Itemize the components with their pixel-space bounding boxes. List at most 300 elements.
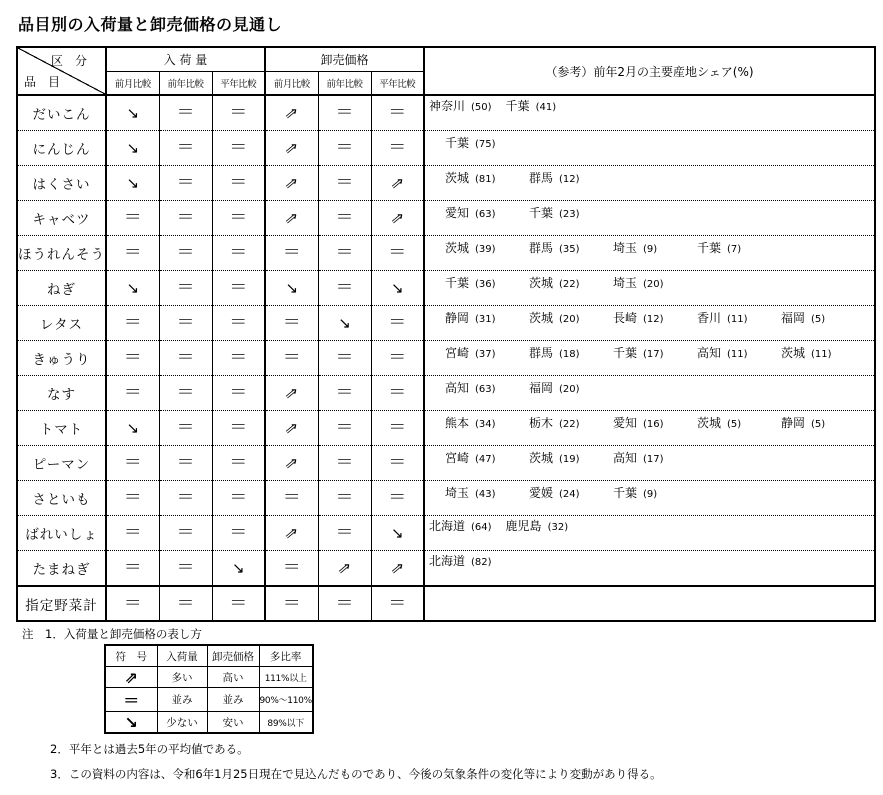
note-3: 3．この資料の内容は、令和6年1月25日現在で見込んだものであり、今後の気象条件の変化等により変動があり得る。 (50, 767, 662, 781)
trend-same-icon (318, 271, 371, 306)
up-symbol: ⇗ (283, 139, 301, 157)
down-symbol: ↘ (126, 419, 140, 437)
table-row (17, 131, 875, 166)
share-prefecture: 高知 (445, 381, 470, 395)
share-prefecture: 千葉 (445, 136, 470, 150)
same-symbol: ＝ (176, 522, 195, 543)
down-symbol: ↘ (285, 279, 299, 297)
same-symbol: ＝ (123, 347, 142, 368)
share-prefecture: 茨城 (529, 451, 554, 465)
share-percent: (82) (471, 557, 492, 568)
share-percent: (11) (727, 349, 748, 360)
share-percent: (9) (643, 244, 658, 255)
share-prefecture: 埼玉 (613, 241, 638, 255)
trend-same-icon (371, 306, 424, 341)
share-item (781, 414, 851, 431)
same-symbol: ＝ (335, 522, 354, 543)
same-symbol: ＝ (176, 347, 195, 368)
trend-same-icon (159, 586, 212, 621)
same-symbol: ＝ (335, 382, 354, 403)
share-item (613, 274, 683, 291)
share-prefecture: 愛知 (613, 416, 638, 430)
share-percent: (5) (811, 314, 826, 325)
share-list (445, 484, 697, 501)
trend-same-icon (371, 341, 424, 376)
same-symbol: ＝ (335, 137, 354, 158)
same-symbol: ＝ (176, 452, 195, 473)
share-prefecture: 宮崎 (445, 451, 470, 465)
same-symbol: ＝ (176, 312, 195, 333)
item-name: だいこん (17, 95, 106, 131)
share-item (445, 379, 515, 396)
legend-arrival: 少ない (157, 712, 207, 734)
note-2: 2．平年とは過去5年の平均値である。 (50, 742, 249, 756)
same-symbol: ＝ (335, 417, 354, 438)
share-cell (424, 551, 875, 587)
up-symbol: ⇗ (283, 384, 301, 402)
share-item (429, 517, 492, 534)
share-prefecture: 千葉 (529, 206, 554, 220)
trend-same-icon (212, 271, 265, 306)
down-symbol: ↘ (126, 279, 140, 297)
trend-same-icon (318, 95, 371, 131)
share-item (613, 449, 683, 466)
legend-price: 安い (207, 712, 259, 734)
down-symbol: ↘ (231, 559, 245, 577)
same-symbol: ＝ (229, 277, 248, 298)
share-item (506, 517, 576, 534)
same-symbol: ＝ (176, 137, 195, 158)
share-percent: (17) (643, 454, 664, 465)
header-reference: （参考）前年2月の主要産地シェア(%) (424, 47, 875, 95)
share-list (445, 414, 865, 431)
trend-same-icon (371, 481, 424, 516)
same-symbol: ＝ (335, 102, 354, 123)
share-item (445, 344, 515, 361)
trend-same-icon (212, 446, 265, 481)
trend-same-icon (265, 481, 318, 516)
same-symbol: ＝ (335, 452, 354, 473)
trend-same-icon (371, 586, 424, 621)
trend-down-icon (265, 271, 318, 306)
trend-same-icon (106, 201, 159, 236)
same-symbol: ＝ (282, 487, 301, 508)
legend-price: 高い (207, 667, 259, 688)
share-percent: (20) (559, 314, 580, 325)
trend-same-icon (212, 166, 265, 201)
share-cell (424, 201, 875, 236)
share-prefecture: 北海道 (429, 519, 466, 533)
trend-same-icon (318, 131, 371, 166)
table-body (17, 95, 875, 621)
share-item (445, 134, 515, 151)
trend-down-icon (371, 271, 424, 306)
trend-same-icon (318, 376, 371, 411)
trend-same-icon (106, 236, 159, 271)
trend-same-icon (212, 411, 265, 446)
same-symbol: ＝ (388, 102, 407, 123)
trend-same-icon (318, 166, 371, 201)
share-prefecture: 埼玉 (445, 486, 470, 500)
trend-same-icon (159, 446, 212, 481)
share-percent: (9) (643, 489, 658, 500)
trend-up-icon (265, 201, 318, 236)
table-row (17, 411, 875, 446)
share-item (613, 484, 683, 501)
share-percent: (17) (643, 349, 664, 360)
trend-same-icon (159, 551, 212, 587)
trend-down-icon (106, 411, 159, 446)
share-item (697, 239, 767, 256)
share-item (529, 484, 599, 501)
trend-up-icon (371, 201, 424, 236)
share-cell (424, 236, 875, 271)
share-item (529, 309, 599, 326)
legend-body (105, 645, 313, 733)
share-prefecture: 愛知 (445, 206, 470, 220)
same-symbol: ＝ (282, 242, 301, 263)
table-row (17, 166, 875, 201)
share-percent: (20) (559, 384, 580, 395)
up-symbol: ⇗ (389, 174, 406, 192)
table-row (17, 376, 875, 411)
same-symbol: ＝ (229, 172, 248, 193)
trend-same-icon (159, 411, 212, 446)
same-symbol: ＝ (282, 347, 301, 368)
share-item (445, 239, 515, 256)
share-item (429, 97, 492, 114)
legend-row (105, 712, 313, 734)
share-item (781, 344, 851, 361)
item-name: 指定野菜計 (25, 597, 98, 614)
share-item (445, 414, 515, 431)
share-item (529, 169, 599, 186)
same-symbol: ＝ (229, 207, 248, 228)
share-list (429, 97, 590, 114)
share-percent: (37) (475, 349, 496, 360)
share-cell (424, 446, 875, 481)
same-symbol: ＝ (229, 382, 248, 403)
trend-same-icon (159, 516, 212, 551)
same-symbol: ＝ (335, 347, 354, 368)
up-symbol: ⇗ (389, 559, 406, 577)
same-symbol: ＝ (282, 557, 301, 578)
trend-down-icon (106, 95, 159, 131)
share-prefecture: 埼玉 (613, 276, 638, 290)
trend-down-icon (371, 516, 424, 551)
same-symbol: ＝ (388, 312, 407, 333)
share-percent: (24) (559, 489, 580, 500)
trend-same-icon (212, 586, 265, 621)
item-name: はくさい (17, 166, 106, 201)
share-item (445, 449, 515, 466)
legend-ratio: 111%以上 (259, 667, 313, 688)
down-symbol: ↘ (390, 279, 404, 297)
share-percent: (19) (559, 454, 580, 465)
share-list (445, 309, 865, 326)
table-row (17, 481, 875, 516)
trend-same-icon (106, 481, 159, 516)
same-symbol: ＝ (229, 487, 248, 508)
table-row (17, 306, 875, 341)
share-percent: (32) (547, 522, 569, 533)
table-row (17, 516, 875, 551)
share-cell (424, 131, 875, 166)
legend-table (104, 644, 314, 734)
share-cell (424, 271, 875, 306)
same-symbol: ＝ (335, 592, 354, 614)
share-prefecture: 千葉 (613, 346, 638, 360)
share-list (445, 239, 781, 256)
share-percent: (81) (475, 174, 496, 185)
trend-same-icon (371, 131, 424, 166)
share-list (429, 517, 590, 534)
share-list (445, 344, 865, 361)
down-symbol: ↘ (338, 314, 351, 332)
share-list (445, 449, 697, 466)
same-symbol: ＝ (335, 207, 354, 228)
trend-same-icon (212, 236, 265, 271)
same-symbol: ＝ (123, 312, 142, 333)
same-symbol: ＝ (123, 242, 142, 263)
share-prefecture: 茨城 (697, 416, 722, 430)
legend-ratio: 89%以下 (259, 712, 313, 734)
trend-same-icon (371, 95, 424, 131)
trend-same-icon (159, 481, 212, 516)
share-list (445, 274, 697, 291)
share-prefecture: 福岡 (529, 381, 554, 395)
trend-same-icon (318, 516, 371, 551)
item-name: さといも (17, 481, 106, 516)
trend-same-icon (159, 166, 212, 201)
trend-same-icon (212, 516, 265, 551)
same-symbol: ＝ (176, 417, 195, 438)
down-symbol: ↘ (126, 139, 140, 157)
share-item (529, 379, 599, 396)
share-percent: (5) (727, 419, 742, 430)
header-arrival-prev-month: 前月比較 (106, 72, 159, 96)
same-symbol: ＝ (335, 277, 354, 298)
up-symbol: ⇗ (389, 209, 406, 227)
trend-same-icon (106, 586, 159, 621)
share-percent: (34) (475, 419, 496, 430)
share-prefecture: 茨城 (445, 171, 470, 185)
table-row (17, 341, 875, 376)
header-arrival: 入 荷 量 (106, 47, 265, 72)
same-symbol: ＝ (176, 557, 195, 578)
up-symbol: ⇗ (283, 209, 301, 227)
item-name: たまねぎ (17, 551, 106, 587)
share-list (429, 552, 506, 569)
share-item (429, 552, 492, 569)
up-symbol: ⇗ (283, 524, 301, 542)
trend-same-icon (212, 201, 265, 236)
share-item (529, 274, 599, 291)
share-prefecture: 鹿児島 (505, 519, 542, 533)
trend-same-icon (159, 131, 212, 166)
share-prefecture: 宮崎 (445, 346, 470, 360)
share-item (445, 169, 515, 186)
up-symbol: ⇗ (283, 419, 301, 437)
share-item (613, 239, 683, 256)
legend-header: 符 号 (105, 645, 157, 667)
trend-same-icon (106, 376, 159, 411)
share-cell (424, 166, 875, 201)
up-symbol: ⇗ (336, 559, 353, 577)
legend-arrival: 多い (157, 667, 207, 688)
trend-same-icon (106, 551, 159, 587)
trend-up-icon (265, 166, 318, 201)
legend-header: 卸売価格 (207, 645, 259, 667)
share-percent: (23) (559, 209, 580, 220)
trend-up-icon (265, 376, 318, 411)
legend-arrival: 並み (157, 688, 207, 712)
trend-same-icon (106, 446, 159, 481)
trend-same-icon (159, 236, 212, 271)
up-symbol: ⇗ (283, 454, 301, 472)
legend-header: 多比率 (259, 645, 313, 667)
share-percent: (12) (559, 174, 580, 185)
share-percent: (22) (559, 279, 580, 290)
share-item (445, 484, 515, 501)
trend-same-icon (159, 201, 212, 236)
item-name: ピーマン (17, 446, 106, 481)
share-prefecture: 静岡 (445, 311, 470, 325)
trend-up-icon (318, 551, 371, 587)
share-percent: (35) (559, 244, 580, 255)
legend-same-icon: ＝ (105, 688, 157, 712)
trend-same-icon (265, 236, 318, 271)
same-symbol: ＝ (388, 137, 407, 158)
share-prefecture: 茨城 (529, 276, 554, 290)
table-row (17, 446, 875, 481)
same-symbol: ＝ (388, 242, 407, 263)
share-item (613, 414, 683, 431)
table-row (17, 236, 875, 271)
trend-same-icon (318, 236, 371, 271)
trend-same-icon (371, 446, 424, 481)
down-symbol: ↘ (390, 524, 404, 542)
share-item (697, 414, 767, 431)
share-item (529, 239, 599, 256)
share-list (445, 379, 613, 396)
trend-same-icon (159, 376, 212, 411)
trend-same-icon (265, 586, 318, 621)
trend-down-icon (106, 271, 159, 306)
item-name: キャベツ (17, 201, 106, 236)
share-prefecture: 長崎 (613, 311, 638, 325)
share-prefecture: 高知 (613, 451, 638, 465)
share-prefecture: 愛媛 (529, 486, 554, 500)
same-symbol: ＝ (335, 487, 354, 508)
trend-same-icon (106, 341, 159, 376)
share-item (529, 414, 599, 431)
share-list (445, 204, 613, 221)
same-symbol: ＝ (123, 522, 142, 543)
trend-same-icon (212, 341, 265, 376)
item-name: レタス (17, 306, 106, 341)
share-prefecture: 茨城 (445, 241, 470, 255)
same-symbol: ＝ (176, 102, 195, 123)
trend-same-icon (265, 551, 318, 587)
header-kubun-cell (17, 47, 106, 95)
share-prefecture: 千葉 (445, 276, 470, 290)
share-cell (424, 95, 875, 131)
share-item (445, 274, 515, 291)
trend-up-icon (371, 551, 424, 587)
item-name: ほうれんそう (17, 236, 106, 271)
share-prefecture: 群馬 (529, 171, 554, 185)
share-percent: (63) (475, 384, 496, 395)
note-1: 注 1．入荷量と卸売価格の表し方 (22, 627, 202, 641)
share-cell (424, 376, 875, 411)
up-symbol: ⇗ (283, 104, 301, 122)
share-percent: (7) (727, 244, 742, 255)
share-percent: (63) (475, 209, 496, 220)
same-symbol: ＝ (123, 592, 142, 614)
share-percent: (11) (811, 349, 832, 360)
share-cell (424, 411, 875, 446)
legend-price: 並み (207, 688, 259, 712)
trend-down-icon (106, 131, 159, 166)
share-prefecture: 茨城 (529, 311, 554, 325)
table-row (17, 201, 875, 236)
share-percent: (64) (471, 522, 492, 533)
trend-same-icon (159, 341, 212, 376)
share-item (697, 309, 767, 326)
trend-same-icon (212, 131, 265, 166)
share-item (506, 97, 576, 114)
share-list (445, 169, 613, 186)
trend-same-icon (212, 95, 265, 131)
trend-same-icon (318, 341, 371, 376)
share-prefecture: 千葉 (613, 486, 638, 500)
same-symbol: ＝ (282, 312, 301, 333)
share-prefecture: 静岡 (781, 416, 806, 430)
same-symbol: ＝ (388, 592, 407, 614)
trend-same-icon (318, 586, 371, 621)
trend-same-icon (371, 236, 424, 271)
same-symbol: ＝ (229, 347, 248, 368)
page-title: 品目別の入荷量と卸売価格の見通し (18, 15, 283, 34)
trend-same-icon (318, 446, 371, 481)
share-cell (424, 306, 875, 341)
same-symbol: ＝ (123, 487, 142, 508)
legend-ratio: 90%～110% (259, 688, 313, 712)
trend-same-icon (212, 376, 265, 411)
trend-same-icon (318, 411, 371, 446)
trend-up-icon (265, 95, 318, 131)
share-prefecture: 高知 (697, 346, 722, 360)
share-percent: (20) (643, 279, 664, 290)
legend-down-icon: ↘ (105, 712, 157, 734)
same-symbol: ＝ (229, 417, 248, 438)
share-cell (424, 341, 875, 376)
header-price: 卸売価格 (265, 47, 424, 72)
share-item (697, 344, 767, 361)
table-row (17, 271, 875, 306)
trend-same-icon (265, 341, 318, 376)
trend-same-icon (265, 306, 318, 341)
trend-same-icon (212, 306, 265, 341)
table-row (17, 551, 875, 587)
legend-row (105, 667, 313, 688)
same-symbol: ＝ (282, 592, 301, 614)
share-item (613, 309, 683, 326)
same-symbol: ＝ (229, 102, 248, 123)
share-prefecture: 栃木 (529, 416, 554, 430)
share-prefecture: 千葉 (505, 99, 530, 113)
